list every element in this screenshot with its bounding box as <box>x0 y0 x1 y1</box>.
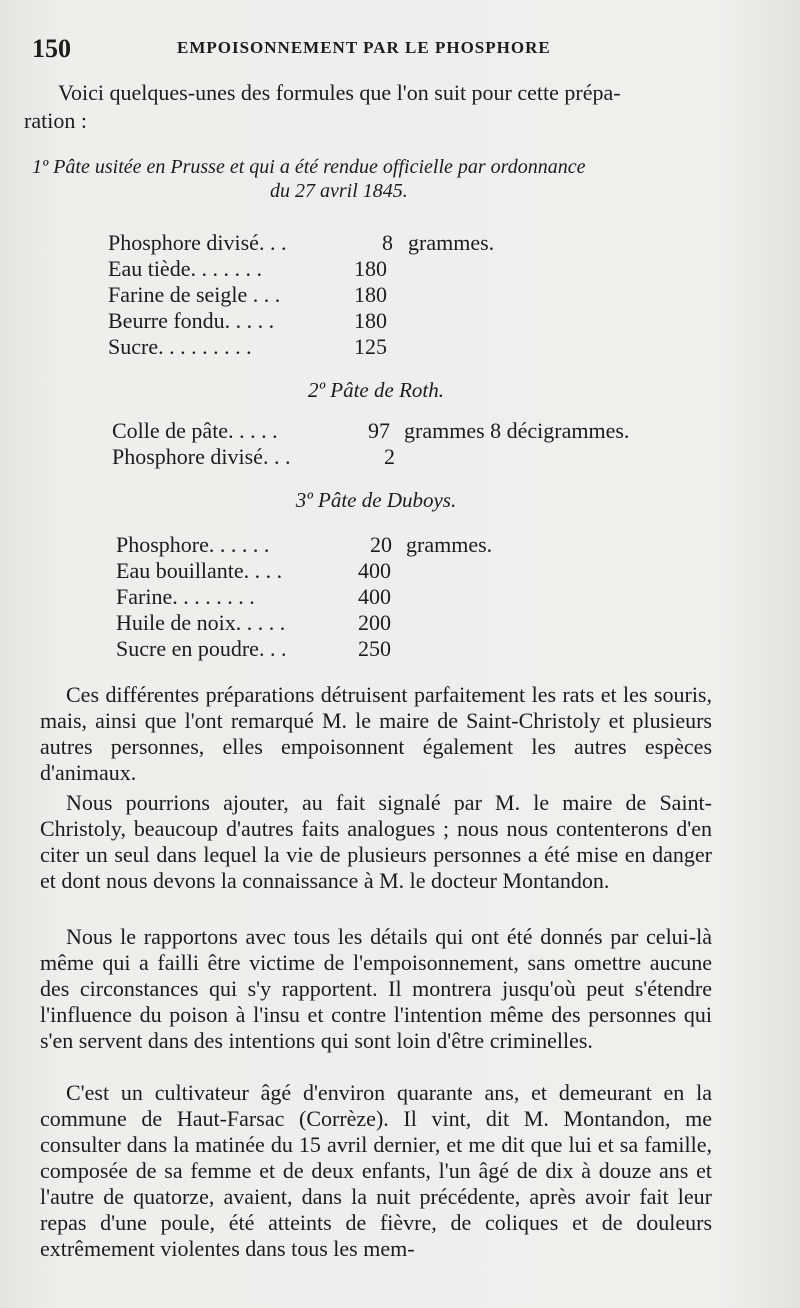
recipe1-title-line1: 1º Pâte usitée en Prusse et qui a été rendue officielle par ordonnance <box>32 156 586 178</box>
ingredient-qty: 97 <box>368 418 390 443</box>
ingredient-qty: 180 <box>354 282 387 307</box>
recipe3-item <box>116 532 716 558</box>
ingredient-unit: grammes. <box>408 230 495 255</box>
ingredient-qty: 400 <box>358 584 391 609</box>
ingredient-name: Phosphore divisé. . . <box>108 230 287 255</box>
recipe1-item <box>108 282 708 308</box>
ingredient-unit: grammes. <box>406 532 493 557</box>
ingredient-name: Sucre. . . . . . . . . <box>108 334 252 359</box>
recipe2-item <box>112 418 712 444</box>
page-number: 150 <box>32 34 71 63</box>
ingredient-name: Phosphore divisé. . . <box>112 444 291 469</box>
ingredient-name: Colle de pâte. . . . . <box>112 418 278 443</box>
recipe2-item <box>112 444 712 470</box>
ingredient-name: Farine. . . . . . . . <box>116 584 255 609</box>
ingredient-name: Phosphore. . . . . . <box>116 532 270 557</box>
recipe1-item <box>108 308 708 334</box>
ingredient-name: Beurre fondu. . . . . <box>108 308 275 333</box>
ingredient-qty: 125 <box>354 334 387 359</box>
recipe2-title: 2º Pâte de Roth. <box>308 378 444 402</box>
recipe3-item <box>116 558 716 584</box>
ingredient-unit: grammes 8 décigrammes. <box>404 418 630 443</box>
ingredient-name: Huile de noix. . . . . <box>116 610 286 635</box>
running-head <box>32 34 772 66</box>
running-title: EMPOISONNEMENT PAR LE PHOSPHORE <box>177 38 551 57</box>
recipe1-item <box>108 334 708 360</box>
ingredient-qty: 2 <box>384 444 395 469</box>
ingredient-qty: 20 <box>370 532 392 557</box>
intro-line-2: ration : <box>24 108 87 133</box>
ingredient-name: Sucre en poudre. . . <box>116 636 287 661</box>
recipe1-item <box>108 230 708 256</box>
ingredient-qty: 180 <box>354 256 387 281</box>
ingredient-qty: 250 <box>358 636 391 661</box>
ingredient-name: Farine de seigle . . . <box>108 282 281 307</box>
paragraph-4: C'est un cultivateur âgé d'environ quarante ans, et demeurant en la commune de Haut-Farsac (Corrèze). Il vint, dit M. Montandon, me consulter dans la matinée du 15 avril dernier, et me dit que lui et sa famille, composée de sa femme et de deux enfants, l'un âgé de dix à douze ans et l'autre de quatorze, avaient, dans la nuit précédente, après avoir fait leur repas d'une poule, été atteints de fièvre, de coliques et de douleurs extrêmement violentes dans tous les mem- <box>40 1080 712 1261</box>
ingredient-qty: 200 <box>358 610 391 635</box>
recipe3-item <box>116 610 716 636</box>
ingredient-name: Eau bouillante. . . . <box>116 558 283 583</box>
recipe3-item <box>116 584 716 610</box>
ingredient-qty: 180 <box>354 308 387 333</box>
paragraph-2: Nous pourrions ajouter, au fait signalé par M. le maire de Saint-Christoly, beaucoup d'autres faits analogues ; nous nous contenterons d'en citer un seul dans lequel la vie de plusieurs personnes a été mise en danger et dont nous devons la connaissance à M. le docteur Montandon. <box>40 790 712 893</box>
paragraph-3: Nous le rapportons avec tous les détails qui ont été donnés par celui-là même qui a failli être victime de l'empoisonnement, sans omettre aucune des circonstances qui s'y rapportent. Il montrera jusqu'où peut s'étendre l'influence du poison à l'insu et contre l'intention même des personnes qui s'en servent dans des intentions qui sont loin d'être criminelles. <box>40 924 712 1053</box>
recipe1-title-line2: du 27 avril 1845. <box>270 180 408 202</box>
ingredient-qty: 400 <box>358 558 391 583</box>
ingredient-name: Eau tiède. . . . . . . <box>108 256 262 281</box>
recipe3-item <box>116 636 716 662</box>
recipe3-title: 3º Pâte de Duboys. <box>295 488 457 512</box>
recipe1-item <box>108 256 708 282</box>
ingredient-qty: 8 <box>382 230 393 255</box>
paragraph-1: Ces différentes préparations détruisent parfaitement les rats et les souris, mais, ainsi que l'ont remarqué M. le maire de Saint-Christoly et plusieurs autres personnes, elles empoisonnent également les autres espèces d'animaux. <box>40 682 712 785</box>
intro-line-1: Voici quelques-unes des formules que l'on suit pour cette prépa- <box>58 80 621 105</box>
